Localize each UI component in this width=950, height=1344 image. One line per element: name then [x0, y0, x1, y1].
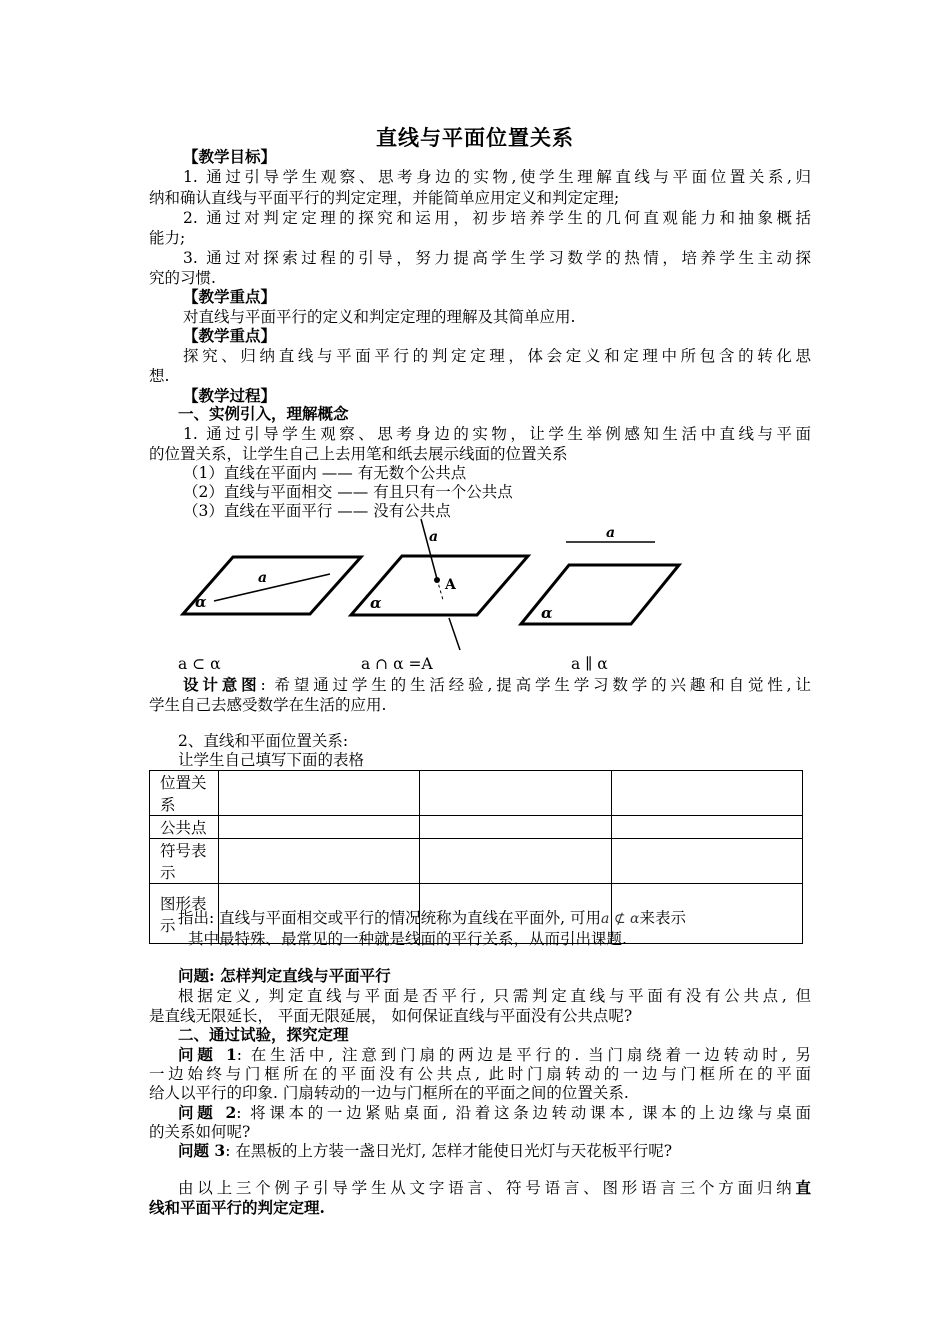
objective-3-line-1: 3. 通过对探索过程的引导，努力提高学生学习数学的热情，培养学生主动探 — [183, 249, 811, 267]
plane-label-3: α — [541, 604, 553, 622]
case-2: （2）直线与平面相交 —— 有且只有一个公共点 — [183, 483, 513, 501]
table-row-header: 符号表示 — [150, 839, 219, 884]
difficult-points-line-2: 想. — [149, 367, 170, 385]
table-intro-line-1: 2、直线和平面位置关系: — [178, 732, 349, 750]
plane-label-1: α — [195, 593, 207, 611]
note-text-1b: 来表示 — [639, 909, 686, 927]
process-heading: 【教学过程】 — [183, 386, 277, 405]
figure-line-parallel-plane — [521, 525, 679, 624]
summary-line-1 — [149, 1178, 811, 1198]
q2-line-2: 的关系如何呢? — [149, 1123, 251, 1141]
table-row — [150, 816, 803, 839]
objective-2-line-2: 能力; — [149, 229, 186, 247]
question-heading: 问题: 怎样判定直线与平面平行 — [178, 966, 391, 985]
table-row-header: 位置关系 — [150, 771, 219, 816]
objective-3-line-2: 究的习惯. — [149, 269, 216, 287]
q2-label: 问题 2 — [178, 1103, 237, 1122]
point-label: A — [445, 577, 456, 593]
objective-1-line-1: 1. 通过引导学生观察、思考身边的实物,使学生理解直线与平面位置关系,归 — [183, 168, 811, 186]
summary-text-1: 由以上三个例子引导学生从文字语言、符号语言、图形语言三个方面归纳 — [178, 1179, 796, 1197]
q2-line-1 — [149, 1103, 811, 1123]
line-a-2-lower — [449, 618, 460, 650]
plane-label-2: α — [370, 594, 382, 612]
case-1: （1）直线在平面内 —— 有无数个公共点 — [183, 464, 467, 482]
note-line-1 — [178, 908, 686, 929]
line-a-2-upper — [421, 519, 437, 579]
table-row-header: 公共点 — [150, 816, 219, 839]
question-line-2: 是直线无限延长， 平面无限延展， 如何保证直线与平面没有公共点呢? — [149, 1007, 633, 1025]
table-row — [150, 839, 803, 884]
objective-2-line-1: 2. 通过对判定定理的探究和运用，初步培养学生的几何直观能力和抽象概括 — [183, 209, 811, 227]
table-cell[interactable] — [612, 839, 803, 884]
difficult-points-line-1: 探究、归纳直线与平面平行的判定定理，体会定义和定理中所包含的转化思 — [183, 347, 811, 365]
table-cell[interactable] — [219, 771, 420, 816]
page-title: 直线与平面位置关系 — [376, 125, 574, 150]
q3-text-1: : 在黑板的上方装一盏日光灯, 怎样才能使日光灯与天花板平行呢? — [225, 1142, 673, 1160]
design-intent-text-1: : 希望通过学生的生活经验,提高学生学习数学的兴趣和自觉性,让 — [260, 676, 811, 694]
line-label-1: a — [258, 570, 268, 586]
summary-line-2: 线和平面平行的判定定理. — [149, 1198, 325, 1217]
key-points-heading: 【教学重点】 — [183, 287, 277, 306]
design-intent-label: 设计意图 — [183, 675, 261, 694]
q1-line-1 — [149, 1045, 811, 1065]
process-paragraph-line-2: 的位置关系，让学生自己上去用笔和纸去展示线面的位置关系 — [149, 445, 568, 463]
table-cell[interactable] — [219, 839, 420, 884]
objective-1-line-2: 纳和确认直线与平面平行的判定定理，并能简单应用定义和判定定理; — [149, 189, 620, 207]
q3-line-1 — [178, 1141, 672, 1161]
q1-text-1: : 在生活中, 注意到门扇的两边是平行的. 当门扇绕着一边转动时, 另 — [236, 1046, 811, 1064]
q3-label: 问题 3 — [178, 1141, 226, 1160]
design-intent-line-2: 学生自己去感受数学在生活的应用. — [149, 696, 387, 714]
process-paragraph-line-1: 1. 通过引导学生观察、思考身边的实物，让学生举例感知生活中直线与平面 — [183, 425, 811, 443]
line-label-2: a — [429, 529, 439, 545]
table-cell[interactable] — [612, 771, 803, 816]
not-subset-symbol: a ⊄ α — [601, 911, 640, 927]
caption-line-intersect-plane: a ∩ α =A — [361, 655, 433, 673]
question-line-1: 根据定义, 判定直线与平面是否平行, 只需判定直线与平面有没有公共点, 但 — [178, 987, 811, 1005]
line-a-1 — [214, 574, 330, 601]
figure-line-in-plane — [183, 557, 361, 614]
table-cell[interactable] — [420, 839, 612, 884]
q2-text-1: : 将课本的一边紧贴桌面, 沿着这条边转动课本, 课本的上边缘与桌面 — [236, 1104, 812, 1122]
q1-label: 问题 1 — [178, 1045, 237, 1064]
line-label-3: a — [606, 525, 616, 541]
table-cell[interactable] — [219, 816, 420, 839]
caption-line-in-plane: a ⊂ α — [178, 655, 221, 673]
table-row-header: 图形表示 — [150, 884, 219, 944]
q1-line-3: 给人以平行的印象. 门扇转动的一边与门框所在的平面之间的位置关系. — [149, 1084, 629, 1102]
section-2-heading: 二、通过试验，探究定理 — [178, 1025, 349, 1044]
section-1-heading: 一、实例引入，理解概念 — [178, 404, 349, 423]
plane-1 — [183, 557, 361, 614]
note-line-2: 其中最特殊、最常见的一种就是线面的平行关系，从而引出课题. — [188, 930, 627, 948]
intersection-point — [434, 577, 440, 583]
q1-line-2: 一边始终与门框所在的平面没有公共点, 此时门扇转动的一边与门框所在的平面 — [149, 1065, 811, 1083]
objectives-heading: 【教学目标】 — [183, 147, 277, 166]
key-points-text: 对直线与平面平行的定义和判定定理的理解及其简单应用. — [183, 308, 576, 326]
table-cell[interactable] — [612, 816, 803, 839]
table-cell[interactable] — [420, 816, 612, 839]
case-3: （3）直线在平面平行 —— 没有公共点 — [183, 502, 451, 520]
summary-bold-1: 直 — [795, 1178, 811, 1197]
table-row — [150, 771, 803, 816]
caption-line-parallel-plane: a ∥ α — [571, 655, 608, 673]
figure-line-intersect-plane — [351, 519, 528, 650]
difficult-points-heading: 【教学重点】 — [183, 326, 277, 345]
note-text-1: 指出: 直线与平面相交或平行的情况统称为直线在平面外, 可用 — [178, 909, 602, 927]
table-cell[interactable] — [420, 771, 612, 816]
design-intent-line-1 — [149, 675, 811, 695]
table-intro-line-2: 让学生自己填写下面的表格 — [178, 751, 365, 769]
